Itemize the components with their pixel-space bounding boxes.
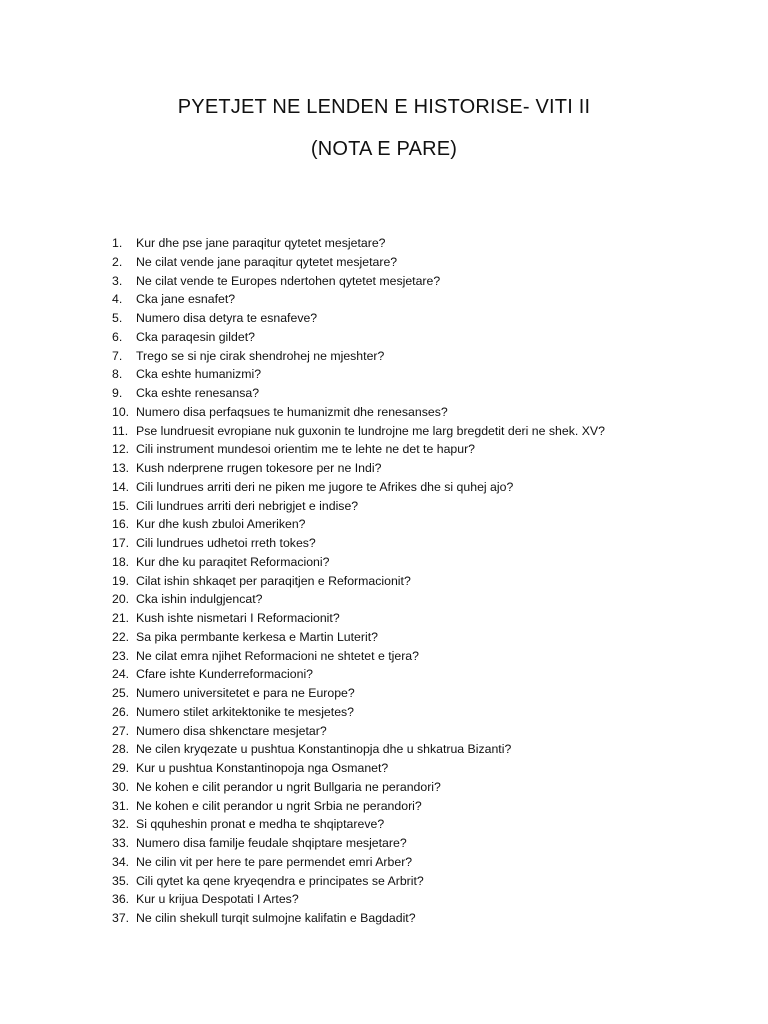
question-text: Cili qytet ka qene kryeqendra e principates se Arbrit?: [136, 873, 424, 888]
question-text: Cilat ishin shkaqet per paraqitjen e Reformacionit?: [136, 573, 411, 588]
question-item: [112, 534, 732, 553]
question-number: 32.: [112, 817, 130, 832]
question-text: Cili lundrues arriti deri nebrigjet e indise?: [136, 498, 359, 513]
question-text: Cfare ishte Kunderreformacioni?: [136, 667, 314, 682]
question-number: 14.: [112, 479, 130, 494]
question-item: [112, 797, 732, 816]
question-text: Cili instrument mundesoi orientim me te lehte ne det te hapur?: [136, 442, 476, 457]
question-text: Ne kohen e cilit perandor u ngrit Bullgaria ne perandori?: [136, 779, 441, 794]
question-text: Cili lundrues udhetoi rreth tokes?: [136, 536, 316, 550]
question-text: Ne cilen kryqezate u pushtua Konstantinopja dhe u shkatrua Bizanti?: [136, 742, 512, 757]
question-number: 21.: [112, 611, 130, 625]
question-item: [112, 572, 732, 591]
question-number: 9.: [112, 386, 123, 400]
question-item: [112, 665, 732, 684]
question-text: Ne kohen e cilit perandor u ngrit Srbia ne perandori?: [136, 798, 422, 813]
question-number: 31.: [112, 798, 130, 813]
question-text: Numero universitetet e para ne Europe?: [136, 686, 355, 700]
question-number: 19.: [112, 573, 130, 588]
question-item: [112, 365, 732, 384]
question-number: 33.: [112, 836, 130, 850]
question-text: Cka jane esnafet?: [136, 292, 236, 307]
question-item: [112, 309, 732, 328]
question-number: 34.: [112, 854, 130, 869]
question-item: [112, 440, 732, 459]
page-title: PYETJET NE LENDEN E HISTORISE- VITI II: [177, 96, 591, 118]
question-text: Pse lundruesit evropiane nuk guxonin te lundrojne me larg bregdetit deri ne shek. XV?: [136, 423, 605, 438]
question-text: Kur dhe pse jane paraqitur qytetet mesjetare?: [136, 236, 386, 250]
question-item: [112, 590, 732, 609]
question-text: Kush ishte nismetari I Reformacionit?: [136, 611, 340, 625]
question-item: [112, 253, 732, 272]
question-number: 27.: [112, 723, 130, 738]
question-text: Ne cilat vende te Europes ndertohen qytetet mesjetare?: [136, 273, 441, 288]
question-item: [112, 740, 732, 759]
question-number: 35.: [112, 873, 130, 888]
question-item: [112, 384, 732, 403]
question-number: 37.: [112, 911, 130, 925]
question-item: [112, 628, 732, 647]
question-item: [112, 609, 732, 628]
question-text: Kur dhe ku paraqitet Reformacioni?: [136, 554, 330, 569]
question-item: [112, 328, 732, 347]
question-text: Trego se si nje cirak shendrohej ne mjeshter?: [136, 348, 385, 363]
question-text: Kur dhe kush zbuloi Ameriken?: [136, 517, 306, 532]
question-number: 4.: [112, 292, 123, 307]
question-number: 22.: [112, 629, 130, 644]
question-item: [112, 422, 732, 441]
question-item: [112, 684, 732, 703]
question-text: Numero disa perfaqsues te humanizmit dhe renesanses?: [136, 404, 448, 419]
question-item: [112, 478, 732, 497]
question-number: 26.: [112, 704, 130, 719]
question-number: 8.: [112, 367, 123, 382]
question-item: [112, 890, 732, 909]
question-number: 17.: [112, 536, 130, 550]
question-item: [112, 647, 732, 666]
question-number: 2.: [112, 254, 123, 269]
question-item: [112, 272, 732, 291]
question-number: 16.: [112, 517, 130, 532]
question-number: 6.: [112, 329, 123, 344]
question-text: Ne cilin shekull turqit sulmojne kalifatin e Bagdadit?: [136, 911, 416, 925]
question-text: Numero disa detyra te esnafeve?: [136, 311, 318, 325]
question-item: [112, 853, 732, 872]
question-item: [112, 497, 732, 516]
question-text: Numero stilet arkitektonike te mesjetes?: [136, 704, 355, 719]
question-number: 24.: [112, 667, 130, 682]
question-text: Numero disa shkenctare mesjetar?: [136, 723, 327, 738]
question-number: 5.: [112, 311, 123, 325]
question-text: Cka ishin indulgjencat?: [136, 592, 263, 607]
question-number: 13.: [112, 461, 130, 475]
question-number: 25.: [112, 686, 130, 700]
question-number: 28.: [112, 742, 130, 757]
question-number: 1.: [112, 236, 123, 250]
question-text: Sa pika permbante kerkesa e Martin Luterit?: [136, 629, 378, 644]
question-item: [112, 703, 732, 722]
question-number: 18.: [112, 554, 130, 569]
question-item: [112, 722, 732, 741]
question-item: [112, 459, 732, 478]
question-item: [112, 909, 732, 928]
question-item: [112, 815, 732, 834]
question-text: Ne cilat vende jane paraqitur qytetet mesjetare?: [136, 254, 398, 269]
question-item: [112, 515, 732, 534]
question-text: Cka eshte humanizmi?: [136, 367, 262, 382]
question-item: [112, 778, 732, 797]
question-text: Cka paraqesin gildet?: [136, 329, 255, 344]
question-text: Cka eshte renesansa?: [136, 386, 260, 400]
question-text: Kush nderprene rrugen tokesore per ne Indi?: [136, 461, 382, 475]
question-number: 10.: [112, 404, 130, 419]
question-number: 11.: [112, 423, 129, 438]
question-number: 12.: [112, 442, 130, 457]
question-item: [112, 872, 732, 891]
question-text: Numero disa familje feudale shqiptare mesjetare?: [136, 836, 407, 850]
question-number: 3.: [112, 273, 123, 288]
question-text: Kur u krijua Despotati I Artes?: [136, 892, 299, 907]
question-item: [112, 403, 732, 422]
question-item: [112, 234, 732, 253]
question-text: Ne cilin vit per here te pare permendet emri Arber?: [136, 854, 413, 869]
question-text: Si qquheshin pronat e medha te shqiptareve?: [136, 817, 385, 832]
question-number: 36.: [112, 892, 130, 907]
question-number: 7.: [112, 348, 123, 363]
question-text: Kur u pushtua Konstantinopoja nga Osmanet?: [136, 761, 389, 775]
question-item: [112, 553, 732, 572]
question-list: [112, 234, 732, 928]
page-subtitle: (NOTA E PARE): [310, 138, 458, 160]
question-item: [112, 759, 732, 778]
question-item: [112, 347, 732, 366]
question-item: [112, 290, 732, 309]
question-number: 23.: [112, 648, 130, 663]
question-number: 15.: [112, 498, 130, 513]
question-item: [112, 834, 732, 853]
question-text: Cili lundrues arriti deri ne piken me jugore te Afrikes dhe si quhej ajo?: [136, 479, 514, 494]
question-text: Ne cilat emra njihet Reformacioni ne shtetet e tjera?: [136, 648, 419, 663]
question-number: 20.: [112, 592, 130, 607]
question-number: 30.: [112, 779, 130, 794]
question-number: 29.: [112, 761, 130, 775]
